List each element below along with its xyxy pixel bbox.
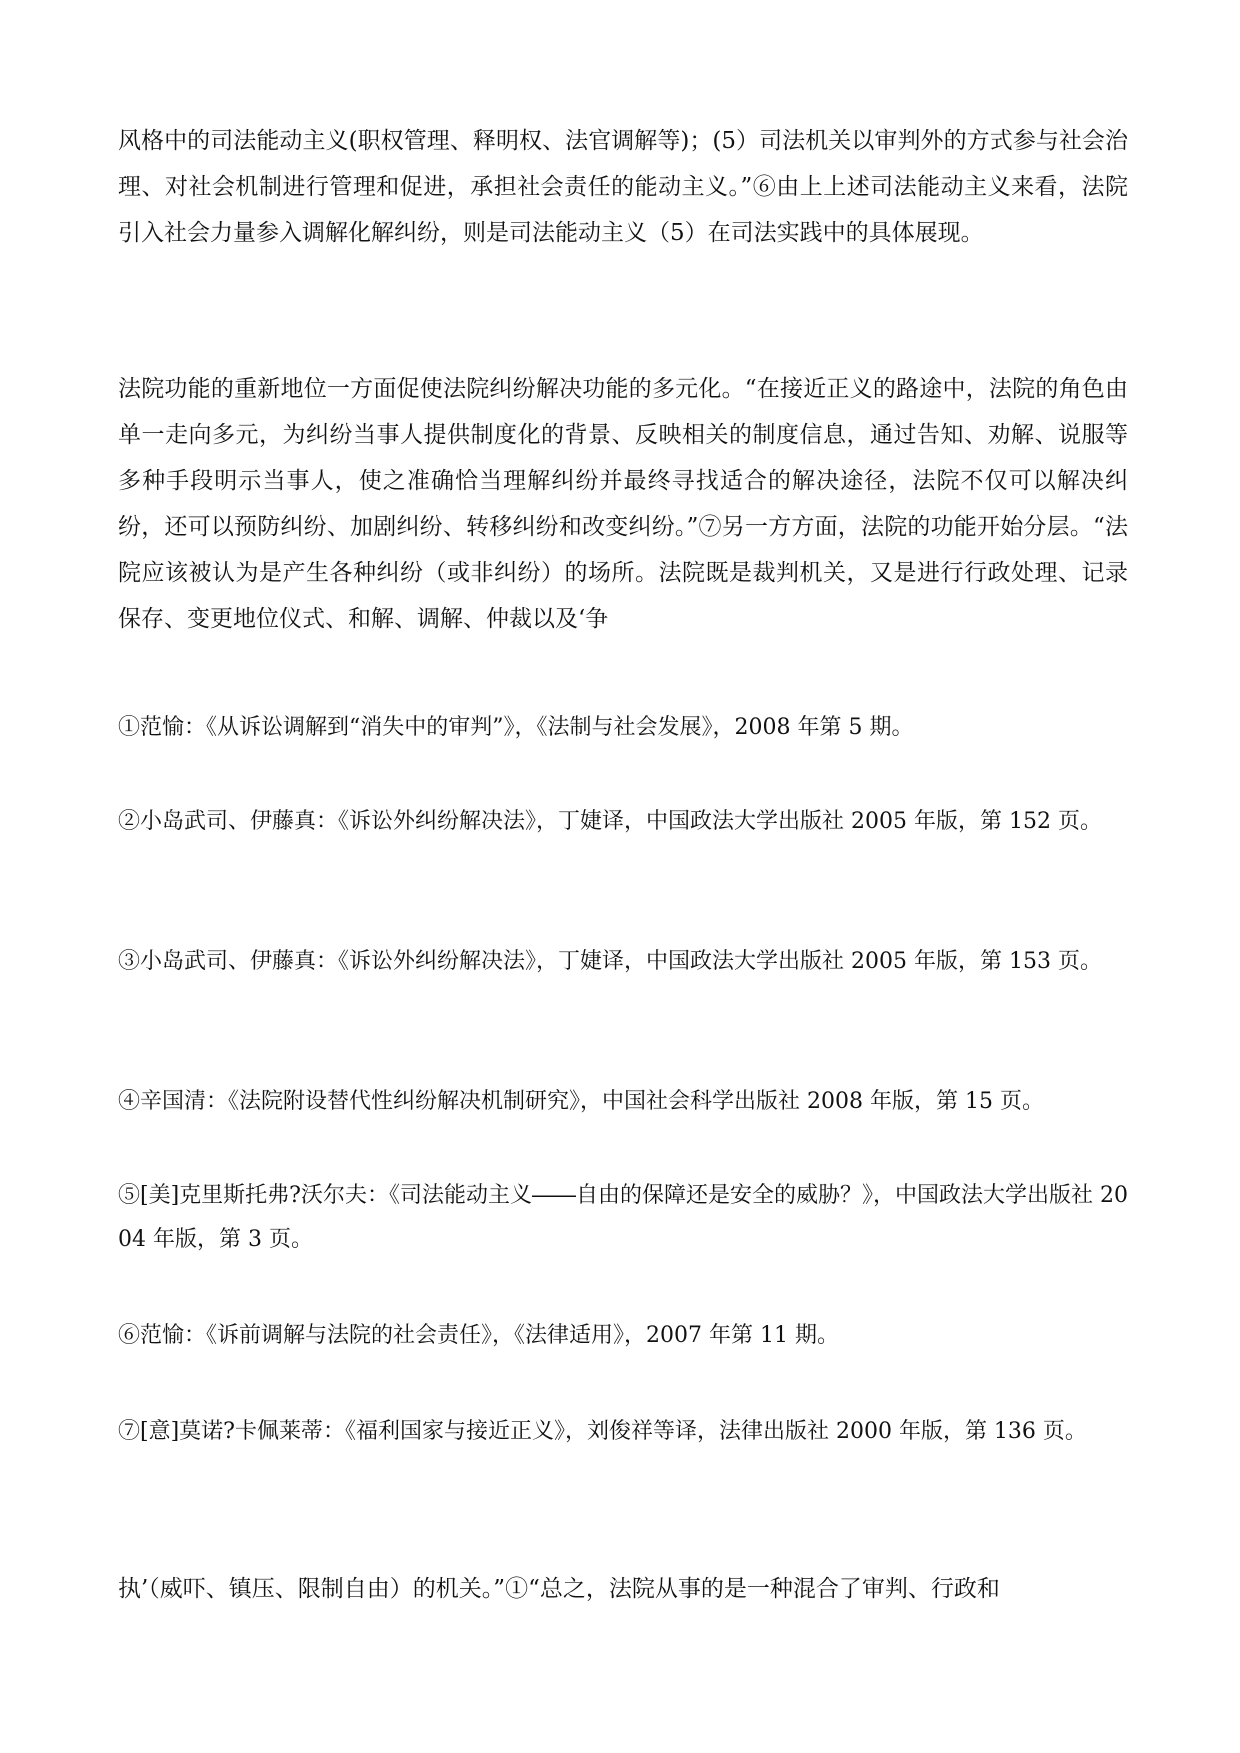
footnote-3: ③小岛武司、伊藤真：《诉讼外纠纷解决法》，丁婕译，中国政法大学出版社 2005 年版，第 153 页。 xyxy=(118,949,1102,974)
footnote-7: ⑦[意]莫诺?卡佩莱蒂：《福利国家与接近正义》，刘俊祥等译，法律出版社 2000 年版，第 136 页。 xyxy=(118,1419,1087,1444)
body-paragraph-1: 风格中的司法能动主义(职权管理、释明权、法官调解等)；(5）司法机关以审判外的方式参与社会治理、对社会机制进行管理和促进，承担社会责任的能动主义。”⑥由上上述司法能动主义来看，法院引入社会力量参入调解化解纠纷，则是司法能动主义（5）在司法实践中的具体展现。 xyxy=(118,128,1128,246)
footnote-6: ⑥范愉：《诉前调解与法院的社会责任》，《法律适用》，2007 年第 11 期。 xyxy=(118,1323,839,1348)
footnote-1: ①范愉：《从诉讼调解到“消失中的审判”》，《法制与社会发展》，2008 年第 5 期。 xyxy=(118,715,914,740)
footnote-4: ④辛国清：《法院附设替代性纠纷解决机制研究》，中国社会科学出版社 2008 年版，第 15 页。 xyxy=(118,1089,1044,1114)
footnote-2: ②小岛武司、伊藤真：《诉讼外纠纷解决法》，丁婕译，中国政法大学出版社 2005 年版，第 152 页。 xyxy=(118,809,1102,834)
footnote-5: ⑤[美]克里斯托弗?沃尔夫：《司法能动主义――自由的保障还是安全的威胁？》，中国政法大学出版社 2004 年版，第 3 页。 xyxy=(118,1183,1128,1252)
body-paragraph-3: 执’（威吓、镇压、限制自由）的机关。”①“总之，法院从事的是一种混合了审判、行政和 xyxy=(118,1576,1000,1602)
body-paragraph-2: 法院功能的重新地位一方面促使法院纠纷解决功能的多元化。“在接近正义的路途中，法院的角色由单一走向多元，为纠纷当事人提供制度化的背景、反映相关的制度信息，通过告知、劝解、说服等多种手段明示当事人，使之准确恰当理解纠纷并最终寻找适合的解决途径，法院不仅可以解决纠纷，还可以预防纠纷、加剧纠纷、转移纠纷和改变纠纷。”⑦另一方方面，法院的功能开始分层。“法院应该被认为是产生各种纠纷（或非纠纷）的场所。法院既是裁判机关，又是进行行政处理、记录保存、变更地位仪式、和解、调解、仲裁以及‘争 xyxy=(118,376,1128,632)
